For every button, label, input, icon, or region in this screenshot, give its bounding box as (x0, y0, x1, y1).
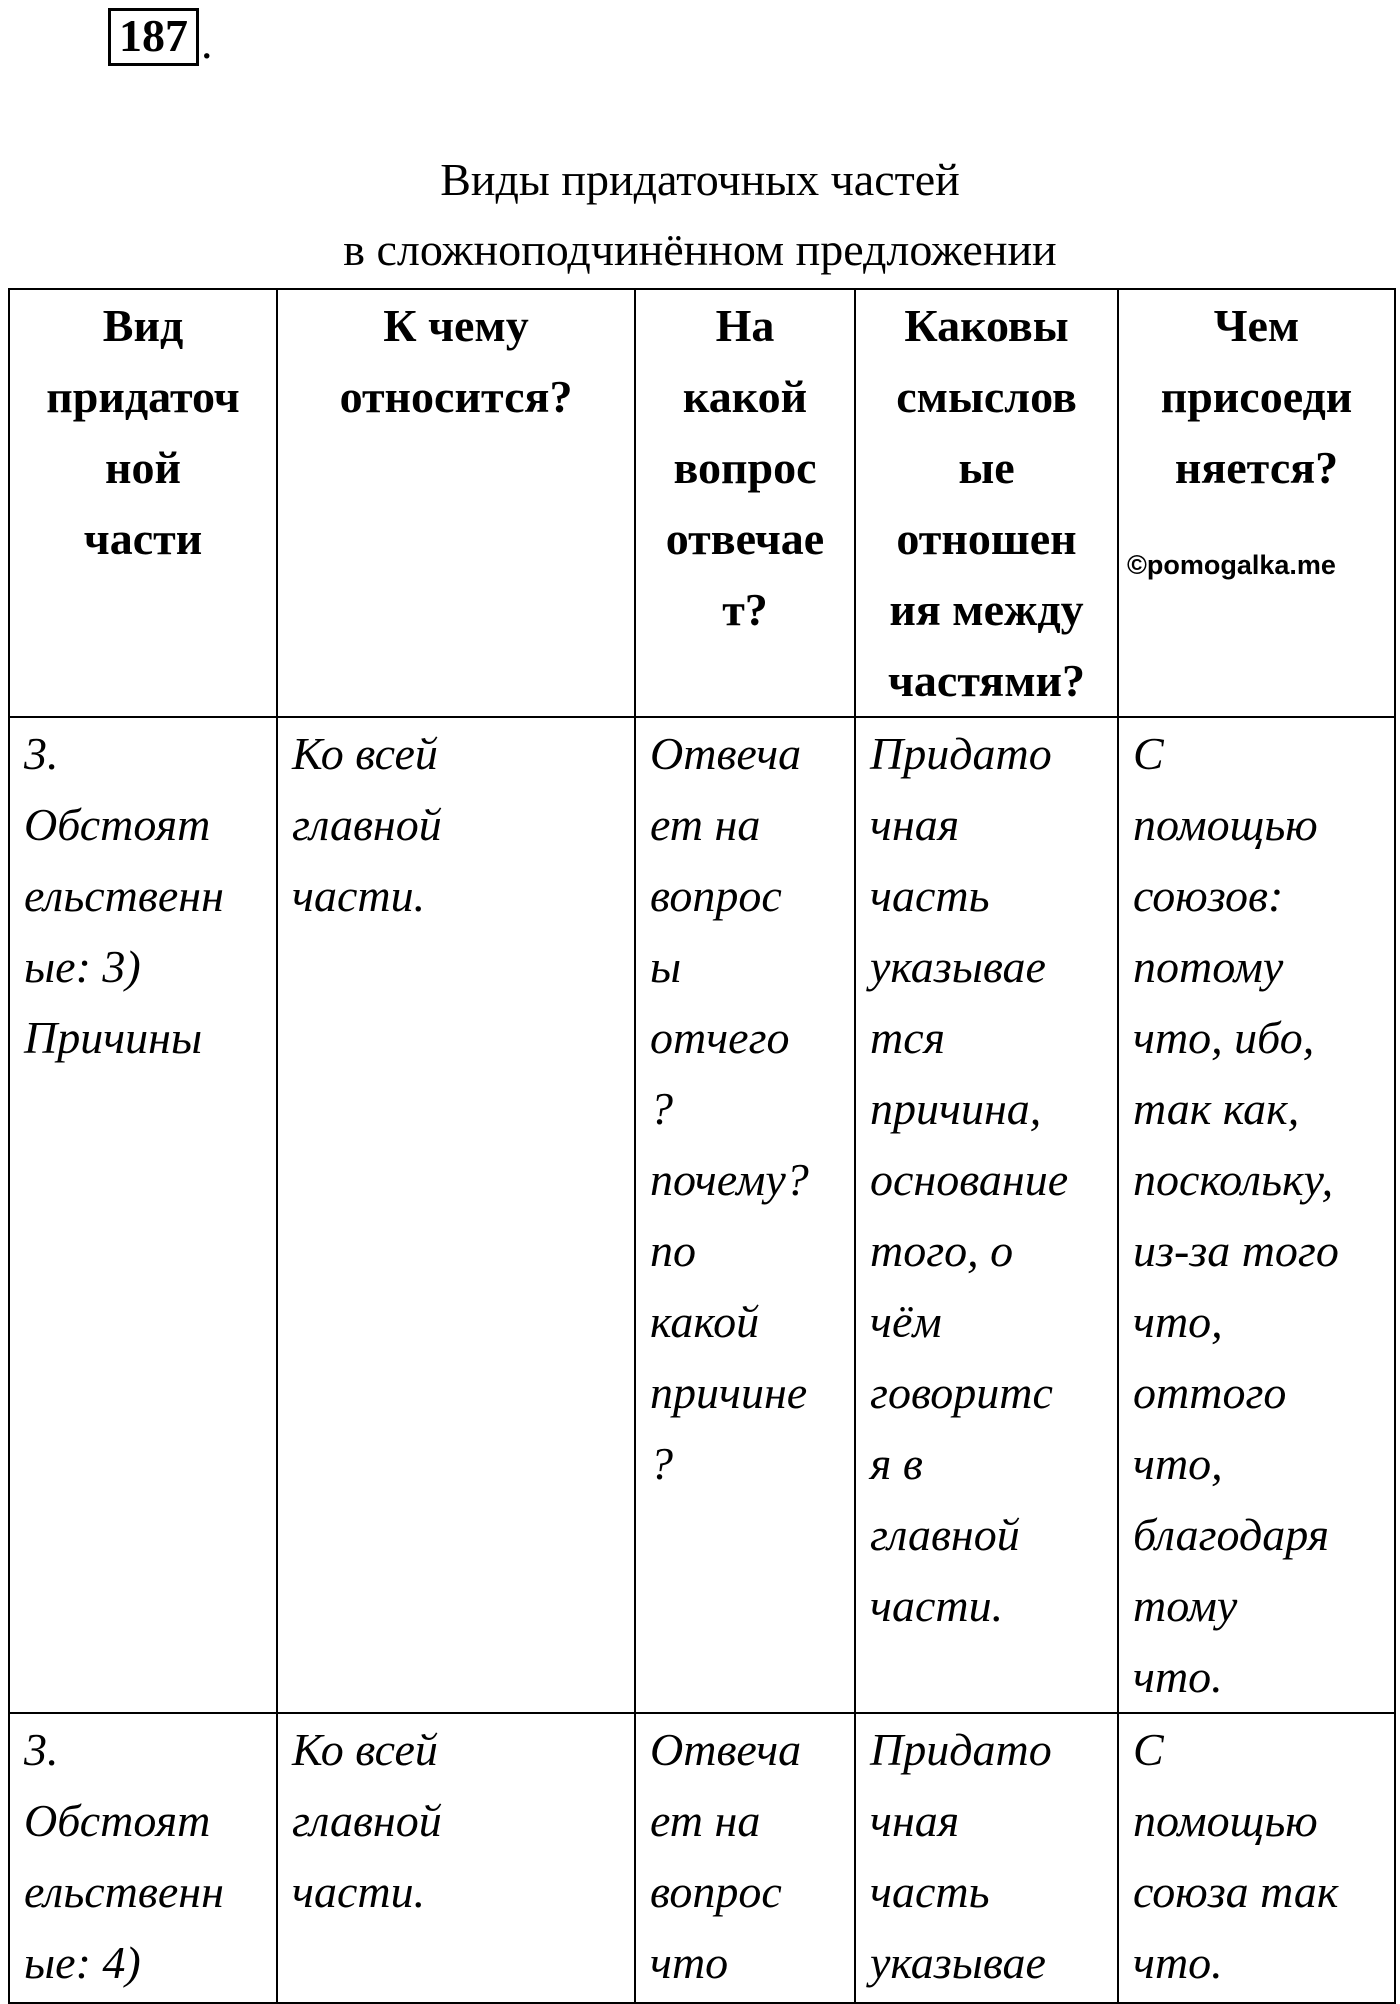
table-cell (635, 1713, 855, 2003)
header-line: К чему (383, 300, 529, 351)
cell-line: помощью (1133, 1795, 1318, 1846)
header-line: частями? (887, 655, 1086, 706)
cell-line: отчего (650, 1012, 790, 1063)
header-line: ые (958, 442, 1015, 493)
cell-line: основание (870, 1154, 1069, 1205)
header-line: вопрос (673, 442, 817, 493)
cell-line: помощью (1133, 799, 1318, 850)
task-number (108, 8, 213, 66)
table-cell (9, 1713, 277, 2003)
cell-line: Обстоят (24, 1795, 211, 1846)
table-cell (1118, 717, 1395, 1713)
cell-line: причине (650, 1367, 808, 1418)
cell-line: какой (650, 1296, 760, 1347)
table-row (9, 1713, 1395, 2003)
cell-line: того, о (870, 1225, 1014, 1276)
header-cell-question (635, 289, 855, 717)
cell-line: по (650, 1225, 696, 1276)
cell-line: указывае (870, 941, 1046, 992)
table-cell (277, 1713, 635, 2003)
cell-line: ые: 4) (24, 1937, 141, 1988)
cell-line: благодаря (1133, 1509, 1329, 1560)
title-line-2 (0, 215, 1400, 285)
cell-line: чная (870, 1795, 960, 1846)
cell-line: ет на (650, 799, 761, 850)
cell-line: Обстоят (24, 799, 211, 850)
clause-types-table (8, 288, 1396, 2004)
header-line: смыслов (896, 371, 1077, 422)
cell-line: части. (292, 1866, 426, 1917)
table-cell (277, 717, 635, 1713)
cell-line: что (650, 1937, 729, 1988)
cell-line: части. (292, 870, 426, 921)
header-cell-clause-type (9, 289, 277, 717)
cell-line: вопрос (650, 1866, 782, 1917)
table-cell (1118, 1713, 1395, 2003)
header-cell-refers-to (277, 289, 635, 717)
cell-line: из-за того (1133, 1225, 1339, 1276)
header-line: няется? (1174, 442, 1339, 493)
cell-line: 3. (24, 728, 59, 779)
cell-line: вопрос (650, 870, 782, 921)
header-line: На (715, 300, 775, 351)
cell-line: что, (1133, 1438, 1223, 1489)
title-line-2-text: в сложноподчинённом предложении (343, 224, 1057, 275)
cell-line: почему? (650, 1154, 809, 1205)
cell-line: я в (870, 1438, 923, 1489)
cell-line: часть (870, 870, 990, 921)
header-line: отношен (896, 513, 1077, 564)
title-line-1 (0, 145, 1400, 215)
header-line: отвечае (665, 513, 825, 564)
cell-line: что. (1133, 1651, 1223, 1702)
cell-line: главной (292, 799, 442, 850)
header-cell-relations (855, 289, 1118, 717)
header-line: ия между (889, 584, 1084, 635)
header-line: части (83, 513, 203, 564)
cell-line: части. (870, 1580, 1004, 1631)
watermark-text: ©pomogalka.me (1127, 550, 1336, 580)
header-line: присоеди (1160, 371, 1353, 422)
header-line: Вид (102, 300, 184, 351)
cell-line: Ко всей (292, 728, 438, 779)
cell-line: ы (650, 941, 682, 992)
cell-line: главной (870, 1509, 1020, 1560)
task-number-box: 187 (108, 8, 199, 66)
header-line: придаточ (46, 371, 240, 422)
header-line: относится? (339, 371, 573, 422)
cell-line: так как, (1133, 1083, 1300, 1134)
cell-line: С (1133, 1724, 1164, 1775)
cell-line: часть (870, 1866, 990, 1917)
cell-line: что. (1133, 1937, 1223, 1988)
header-line: Каковы (904, 300, 1069, 351)
task-number-dot: . (201, 17, 213, 68)
table-cell (855, 717, 1118, 1713)
cell-line: союза так (1133, 1866, 1339, 1917)
header-line: какой (682, 371, 808, 422)
cell-line: что, (1133, 1296, 1223, 1347)
cell-line: ет на (650, 1795, 761, 1846)
table-row (9, 717, 1395, 1713)
table-header-row (9, 289, 1395, 717)
cell-line: Придато (870, 728, 1052, 779)
cell-line: ? (650, 1438, 673, 1489)
header-line: ной (104, 442, 181, 493)
table-cell (635, 717, 855, 1713)
cell-line: Придато (870, 1724, 1052, 1775)
cell-line: чём (870, 1296, 942, 1347)
cell-line: союзов: (1133, 870, 1284, 921)
cell-line: ? (650, 1083, 673, 1134)
cell-line: чная (870, 799, 960, 850)
cell-line: ые: 3) (24, 941, 141, 992)
cell-line: Ко всей (292, 1724, 438, 1775)
cell-line: ельственн (24, 1866, 224, 1917)
cell-line: оттого (1133, 1367, 1287, 1418)
cell-line: указывае (870, 1937, 1046, 1988)
header-line: т? (722, 584, 768, 635)
cell-line: Отвеча (650, 1724, 802, 1775)
cell-line: тся (870, 1012, 946, 1063)
table-cell (9, 717, 277, 1713)
cell-line: говоритс (870, 1367, 1053, 1418)
cell-line: тому (1133, 1580, 1238, 1631)
title-line-1-text: Виды придаточных частей (440, 154, 960, 205)
cell-line: 3. (24, 1724, 59, 1775)
cell-line: главной (292, 1795, 442, 1846)
cell-line: Отвеча (650, 728, 802, 779)
header-line: Чем (1213, 300, 1300, 351)
cell-line: причина, (870, 1083, 1042, 1134)
cell-line: С (1133, 728, 1164, 779)
cell-line: поскольку, (1133, 1154, 1334, 1205)
cell-line: Причины (24, 1012, 203, 1063)
table-cell (855, 1713, 1118, 2003)
cell-line: что, ибо, (1133, 1012, 1315, 1063)
header-cell-connector (1118, 289, 1395, 717)
cell-line: потому (1133, 941, 1284, 992)
cell-line: ельственн (24, 870, 224, 921)
